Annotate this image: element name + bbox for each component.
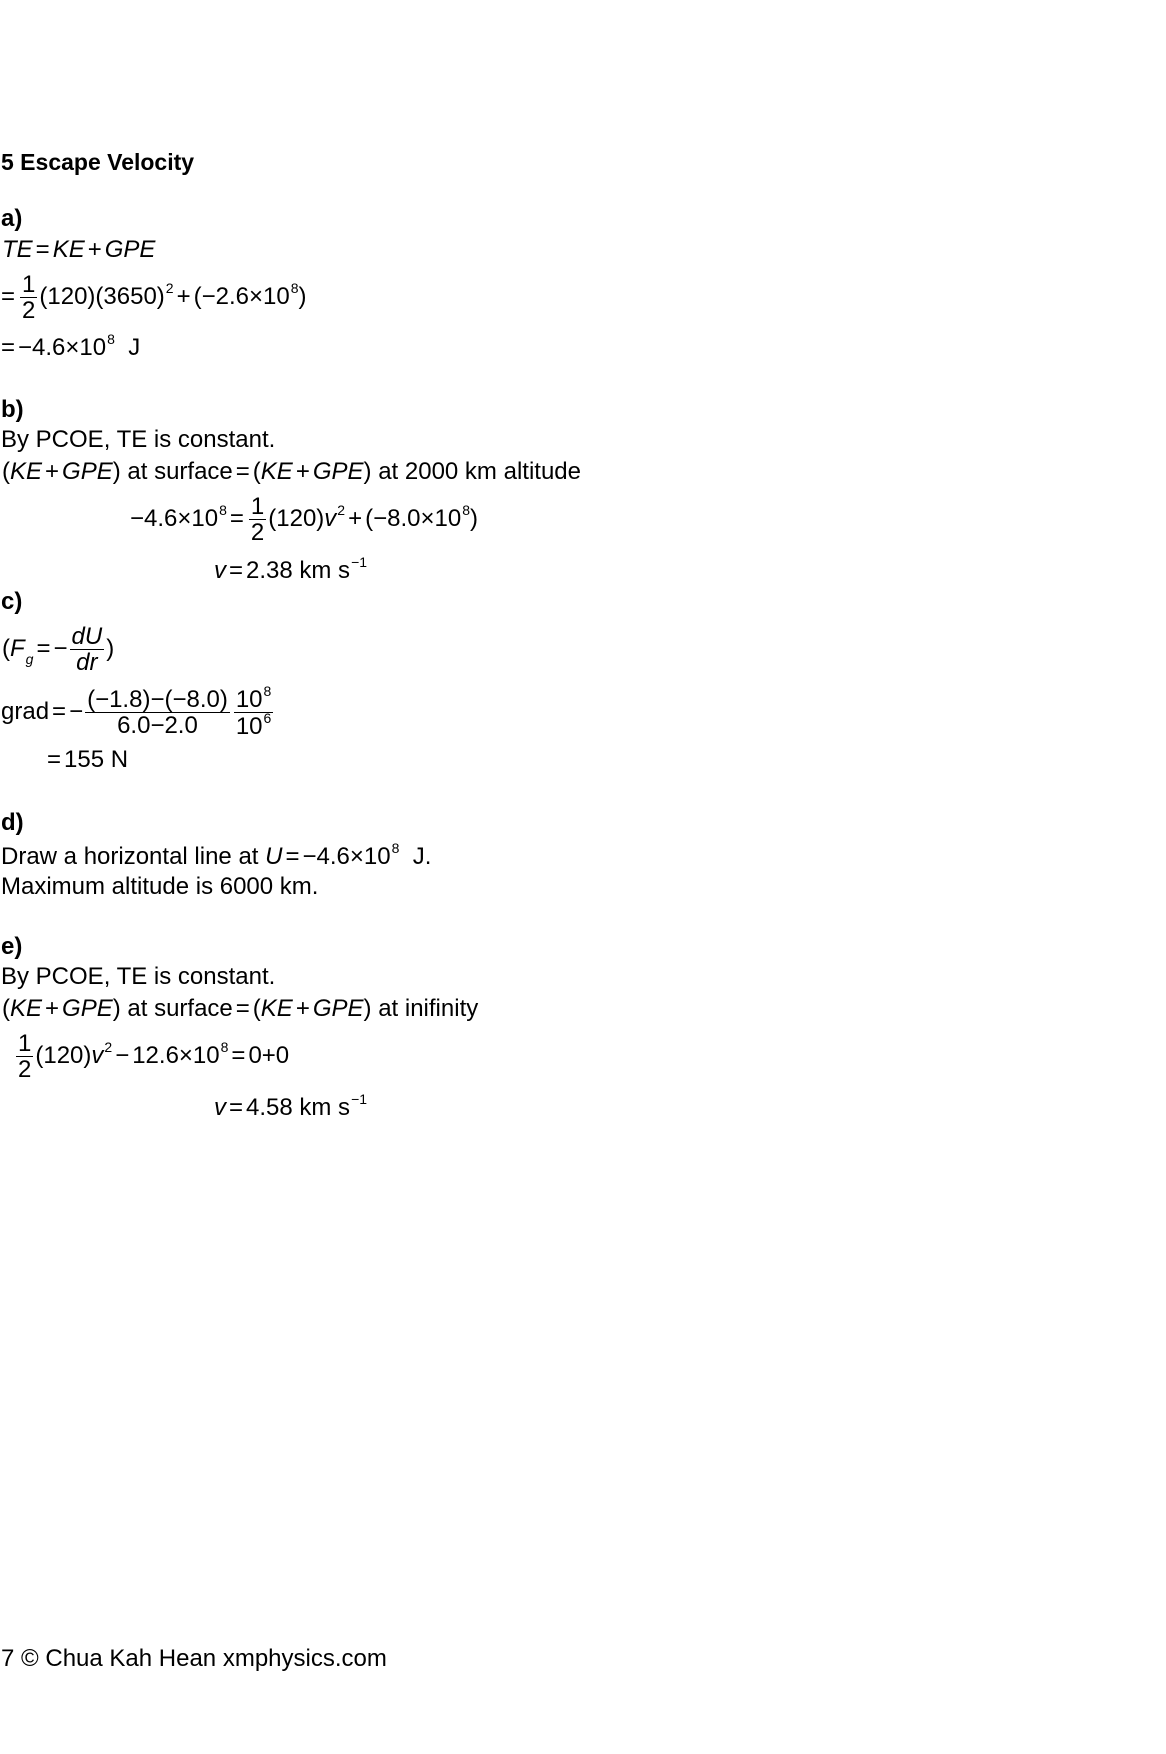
page-heading: 5 Escape Velocity (1, 149, 195, 175)
part-b-equation: $-4.6\times 10^8$ = $\frac{1}{2}$ $(120)v^2 + (-8.0\times 10^8)$ (130, 493, 478, 547)
part-e-line1: By PCOE, TE is constant. (1, 963, 276, 990)
part-e-line2: (KE + GPE) at surface = (KE + GPE) at inifinity (2, 995, 479, 1022)
part-c-answer: = 155 N (47, 746, 129, 773)
part-b-line2: (KE + GPE) at surface = (KE + GPE) at 2000 km altitude (2, 458, 581, 485)
page-footer: 7 © Chua Kah Hean xmphysics.com (1, 1645, 387, 1672)
part-d-line1: Draw a horizontal line at $U = -4.6\times 10^8$ J. (1, 840, 432, 870)
part-c-gradient: grad = − $\frac{(-1.8)-(-8.0)}{6.0-2.0}$ $\frac{10^8}{10^6}$ (1, 683, 272, 741)
half-fraction: $\frac{1}{2}$ (22, 271, 36, 325)
part-d-label: d) (1, 809, 24, 836)
part-c-label: c) (1, 588, 23, 615)
half-fraction: $\frac{1}{2}$ (250, 493, 265, 547)
part-b-answer: v = 2.38 km $s^{-1}$ (214, 554, 368, 584)
part-a-line3: = $-4.6\times 10^8$ J (1, 331, 141, 361)
half-fraction: $\frac{1}{2}$ (18, 1030, 32, 1084)
part-b-line1: By PCOE, TE is constant. (1, 426, 276, 453)
part-e-label: e) (1, 933, 23, 960)
part-c-force-relation: ($F_g$ = − $\frac{dU}{dr}$ ) (2, 623, 115, 677)
part-e-answer: v = 4.58 km $s^{-1}$ (214, 1091, 368, 1121)
part-d-line2: Maximum altitude is 6000 km. (1, 873, 319, 900)
part-a-line2: = $\frac{1}{2}$ $(120)(3650)^2 + (-2.6\times 10^8)$ (1, 271, 307, 325)
part-b-label: b) (1, 396, 24, 423)
part-a-line1: TE = KE + GPE (2, 236, 156, 263)
part-a-label: a) (1, 205, 23, 232)
part-e-equation: $\frac{1}{2}$ $(120)v^2 - 12.6\times 10^8 = 0+0$ (18, 1030, 290, 1084)
